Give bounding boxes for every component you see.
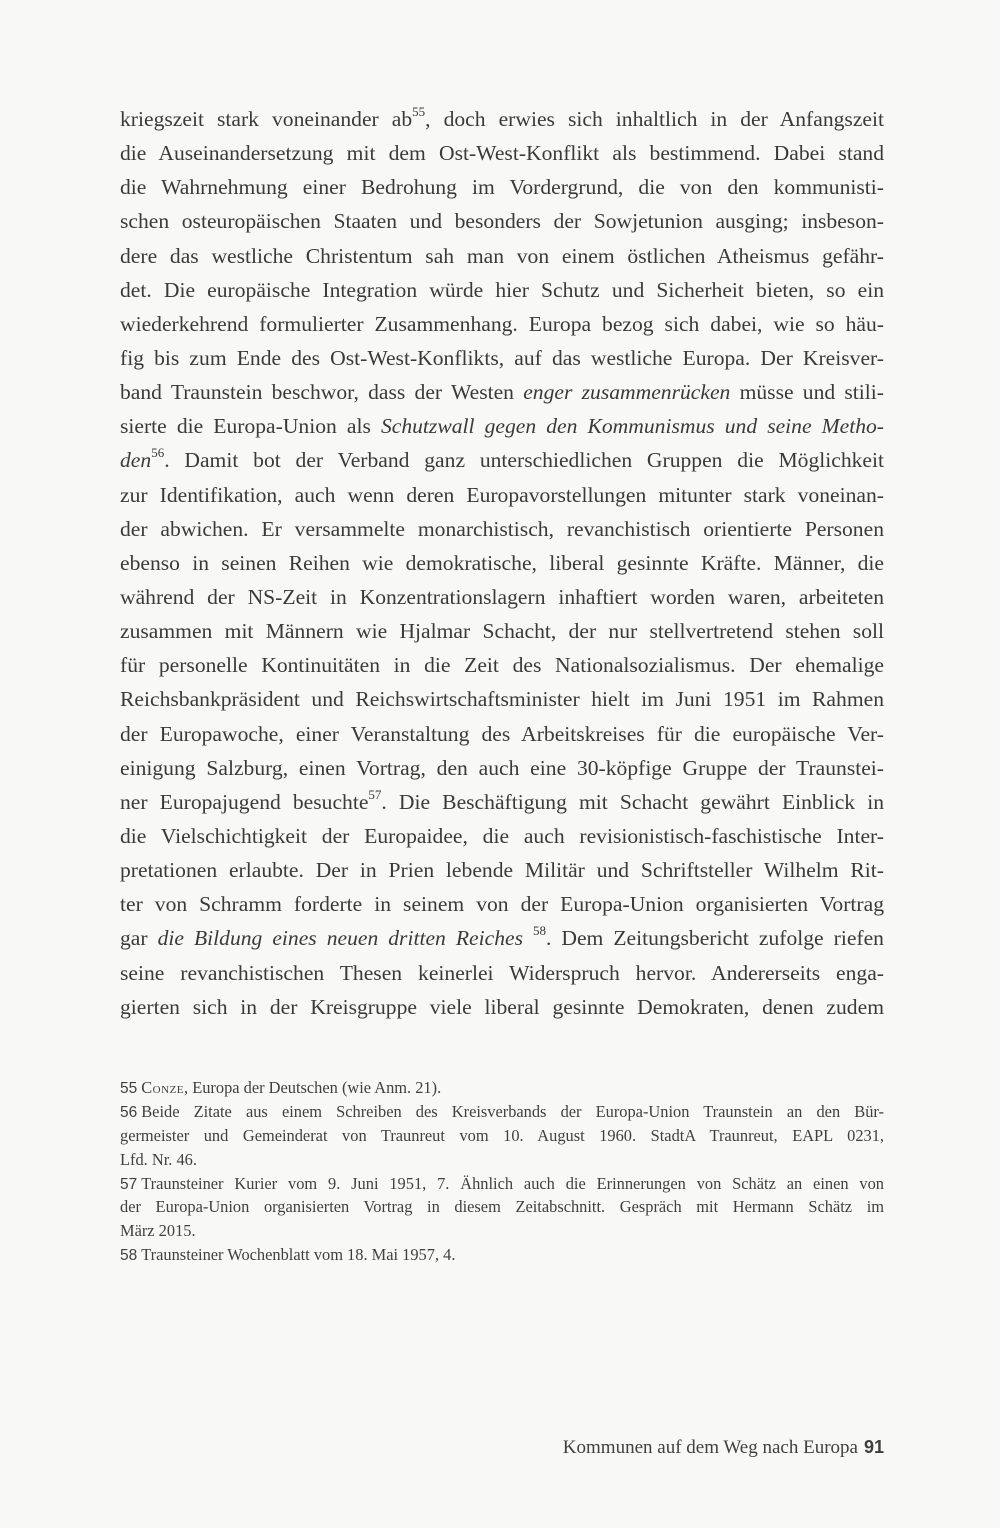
text-run: der Europa-Union organisierten Vortrag in diesem Zeitabschnitt. Gespräch mit Hermann Schätz im [120,1197,884,1217]
text-run: zur Identifikation, auch wenn deren Europavorstellungen mitunter stark voneinan- [120,482,884,507]
text-run: kriegszeit stark voneinander ab [120,107,413,131]
text-line [120,887,884,921]
text-line [120,170,884,204]
text-line [120,341,884,375]
footnote-number: 58 [120,1247,138,1265]
text-line [120,204,884,238]
text-run: zusammen mit Männern wie Hjalmar Schacht, der nur stellvertretend stehen soll [120,619,884,644]
text-line [120,614,884,648]
text-run: der abwichen. Er versammelte monarchistisch, revanchistisch orientierte Personen [120,516,884,541]
italic-quote: enger zusammenrücken [523,380,731,405]
footnote-ref: 56 [151,445,165,461]
footnote-line [120,1172,884,1196]
footnote-line [120,1219,884,1243]
text-line [120,648,884,682]
text-line [120,443,884,477]
text-run: germeister und Gemeinderat von Traunreut vom 10. August 1960. StadtA Traunreut, EAPL 0231, [120,1125,884,1145]
footnote-line [120,1243,884,1267]
main-text [120,102,884,1019]
text-line [120,136,884,170]
footnote-56 [120,1100,884,1172]
text-line [120,921,884,955]
footnote-line [120,1124,884,1148]
text-run: Beide Zitate aus einem Schreiben des Kreisverbands der Europa-Union Traunstein an den Bür- [141,1101,884,1121]
text-line [120,853,884,887]
footnote-58 [120,1243,884,1267]
text-line [120,956,884,990]
text-line [120,273,884,307]
footnote-line [120,1148,884,1172]
text-run: Traunsteiner Kurier vom 9. Juni 1951, 7. Ähnlich auch die Erinnerungen von Schätz an einen von [141,1173,884,1193]
text-run: März 2015. [120,1221,196,1241]
text-line [120,375,884,409]
text-run [523,926,533,950]
text-run: der Europawoche, einer Veranstaltung des Arbeitskreises für die europäische Ver- [120,721,884,746]
footnote-ref: 58 [532,923,546,939]
text-run: det. Die europäische Integration würde hier Schutz und Sicherheit bieten, so ein [120,277,884,302]
text-run: . Die Beschäftigung mit Schacht gewährt Einblick in [381,789,884,814]
footnote-number: 55 [120,1080,138,1097]
text-run: die Auseinandersetzung mit dem Ost-West-Konflikt als bestimmend. Dabei stand [120,141,884,166]
footnote-ref: 55 [412,103,426,119]
author-name: Conze [141,1078,185,1097]
text-run: die Wahrnehmung einer Bedrohung im Vordergrund, die von den kommunisti- [120,175,884,200]
running-footer [520,1437,884,1459]
text-run: fig bis zum Ende des Ost-West-Konflikts, auf das westliche Europa. Der Kreisver- [120,345,884,370]
text-run: . Dem Zeitungsbericht zufolge riefen [545,926,884,951]
text-run: Reichsbankpräsident und Reichswirtschaftsminister hielt im Juni 1951 im Rahmen [120,687,884,712]
italic-quote: die Bildung eines neuen dritten Reiches [157,926,523,951]
text-line [120,478,884,512]
text-run: die Vielschichtigkeit der Europaidee, die auch revisionistisch-faschistische Inter- [120,823,884,848]
text-run: gierten sich in der Kreisgruppe viele liberal gesinnte Demokraten, denen zudem [120,994,884,1019]
text-line [120,751,884,785]
footnote-line [120,1100,884,1124]
footnote-number: 57 [120,1175,138,1193]
text-run: für personelle Kontinuitäten in die Zeit des Nationalsozialismus. Der ehemalige [120,653,884,678]
footnotes [120,1076,884,1267]
text-run: dere das westliche Christentum sah man von einem östlichen Atheismus gefähr- [120,243,884,268]
footnote-57 [120,1172,884,1244]
text-run: Traunsteiner Wochenblatt vom 18. Mai 1957, 4. [141,1245,456,1265]
italic-quote: den [120,448,152,473]
text-run: wiederkehrend formulierter Zusammenhang. Europa bezog sich dabei, wie so häu- [120,311,884,336]
text-line [120,546,884,580]
text-line [120,717,884,751]
page-number: 91 [863,1437,884,1457]
text-run: Lfd. Nr. 46. [120,1149,197,1169]
text-line [120,512,884,546]
text-run: sierte die Europa-Union als [120,414,381,439]
footnote-ref: 57 [368,786,382,802]
text-run: während der NS-Zeit in Konzentrationslagern inhaftiert worden waren, arbeiteten [120,584,884,609]
text-run: müsse und stili- [730,380,884,405]
footnote-line [120,1195,884,1219]
text-line [120,682,884,716]
text-run: , Europa der Deutschen (wie Anm. 21). [184,1078,442,1097]
footnote-number: 56 [120,1103,138,1121]
running-title: Kommunen auf dem Weg nach Europa [562,1437,858,1458]
text-run: band Traunstein beschwor, dass der Westen [120,380,524,405]
text-line [120,409,884,443]
text-run: ter von Schramm forderte in seinem von der Europa-Union organisierten Vortrag [120,892,884,917]
text-run: pretationen erlaubte. Der in Prien lebende Militär und Schriftsteller Wilhelm Rit- [120,858,884,883]
text-run: schen osteuropäischen Staaten und besonders der Sowjetunion ausging; insbeson- [120,209,884,234]
text-line [120,307,884,341]
footnote-line [120,1076,884,1100]
italic-quote: Schutzwall gegen den Kommunismus und seine Metho- [380,414,884,439]
text-line [120,990,884,1024]
text-run: . Damit bot der Verband ganz unterschiedlichen Gruppen die Möglichkeit [164,448,884,473]
text-run: ner Europajugend besuchte [120,789,369,814]
text-run: seine revanchistischen Thesen keinerlei Widerspruch hervor. Andererseits enga- [120,960,884,985]
text-line [120,239,884,273]
text-run: ebenso in seinen Reihen wie demokratische, liberal gesinnte Kräfte. Männer, die [120,550,884,575]
text-line [120,785,884,819]
text-run: , doch erwies sich inhaltlich in der Anfangszeit [425,107,884,131]
text-line [120,819,884,853]
text-run: gar [120,926,158,951]
text-line [120,102,884,136]
footnote-55 [120,1076,884,1100]
text-run: einigung Salzburg, einen Vortrag, den auch eine 30-köpfige Gruppe der Traunstei- [120,755,884,780]
text-line [120,580,884,614]
